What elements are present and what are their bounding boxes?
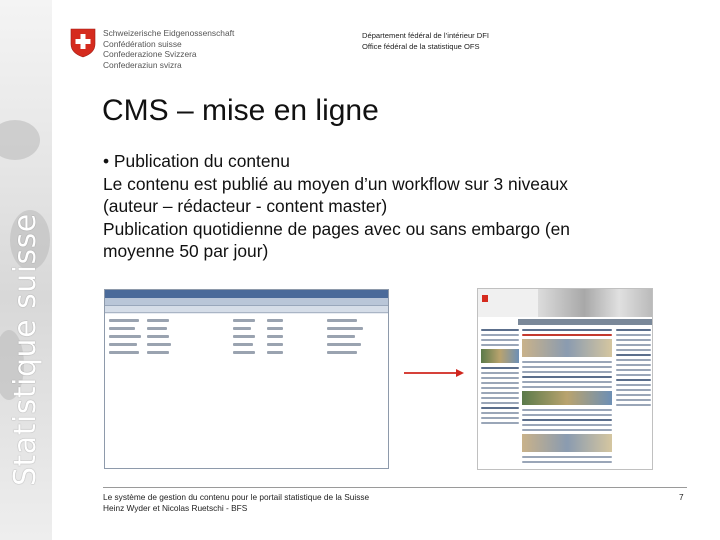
sidebar-label: Statistique suisse xyxy=(8,213,43,486)
screenshot-logo xyxy=(482,295,488,302)
department-line: Office fédéral de la statistique OFS xyxy=(362,41,480,51)
confederation-line: Confederazione Svizzera xyxy=(103,49,197,60)
body-line: Publication quotidienne de pages avec ou sans embargo (en xyxy=(103,218,570,239)
screenshot-main-column xyxy=(522,329,612,465)
right-arrow-icon xyxy=(404,368,464,378)
screenshot-left-column xyxy=(481,329,519,465)
screenshot-nav-bar xyxy=(518,319,653,325)
screenshot-toolbar xyxy=(105,298,388,306)
screenshot-right-column xyxy=(616,329,651,465)
confederation-line: Confédération suisse xyxy=(103,38,182,49)
screenshot-task-grid xyxy=(105,314,388,468)
slide-body xyxy=(103,150,683,263)
portal-screenshot xyxy=(477,288,653,470)
screenshot-toolbar xyxy=(105,306,388,313)
swiss-cross-icon xyxy=(70,28,96,58)
body-line: (auteur – rédacteur - content master) xyxy=(103,196,388,217)
screenshot-banner xyxy=(538,289,653,317)
page-number: 7 xyxy=(679,492,684,502)
footer-line: Le système de gestion du contenu pour le portail statistique de la Suisse xyxy=(103,492,370,502)
body-line: • Publication du contenu xyxy=(103,151,290,171)
confederation-names xyxy=(103,28,234,70)
confederation-line: Schweizerische Eidgenossenschaft xyxy=(103,28,235,38)
screenshot-row xyxy=(109,350,384,356)
sidebar-band xyxy=(0,0,52,540)
department-block xyxy=(362,31,489,52)
confederation-line: Confederaziun svizra xyxy=(103,59,182,70)
footer xyxy=(103,492,369,514)
screenshot-titlebar xyxy=(105,290,388,298)
cms-screenshot xyxy=(104,289,389,469)
footer-line: Heinz Wyder et Nicolas Ruetschi - BFS xyxy=(103,503,248,513)
body-line: moyenne 50 par jour) xyxy=(103,241,269,262)
body-line: Le contenu est publié au moyen d’un workflow sur 3 niveaux xyxy=(103,173,568,194)
screenshot-row xyxy=(109,318,384,324)
sidebar-photo-shape xyxy=(0,120,40,160)
department-line: Département fédéral de l’intérieur DFI xyxy=(362,31,490,40)
screenshot-row xyxy=(109,326,384,332)
screenshot-row xyxy=(109,334,384,340)
screenshot-row xyxy=(109,342,384,348)
slide-title: CMS – mise en ligne xyxy=(102,94,379,127)
footer-rule xyxy=(103,487,687,488)
